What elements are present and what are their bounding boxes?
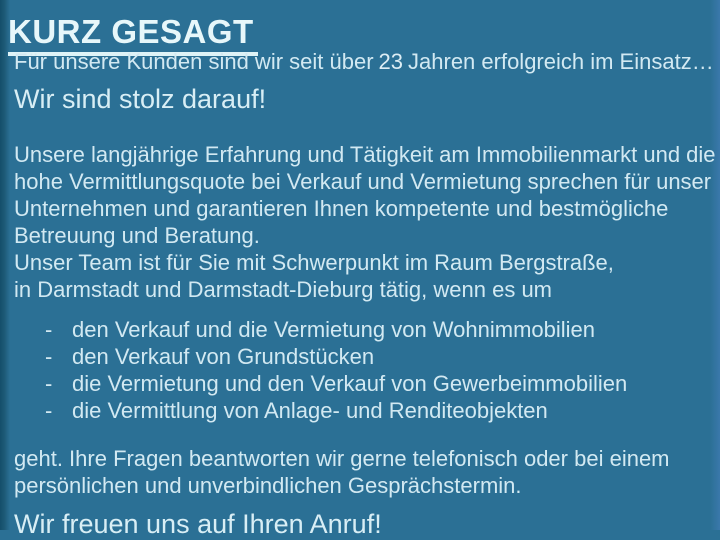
paragraph-line: Unser Team ist für Sie mit Schwerpunkt im Raum Bergstraße,	[14, 250, 614, 275]
experience-paragraph	[14, 141, 716, 303]
list-item-dash: -	[45, 371, 53, 396]
intro-line	[14, 48, 714, 75]
intro-prefix: Für unsere Kunden sind wir seit über	[14, 49, 374, 74]
list-item-dash: -	[45, 317, 53, 342]
list-item-text: die Vermietung und den Verkauf von Gewerbeimmobilien	[72, 371, 628, 396]
paragraph-line: Betreuung und Beratung.	[14, 223, 260, 248]
intro-suffix: Jahren erfolgreich im Einsatz…	[408, 49, 714, 74]
list-item	[0, 343, 720, 370]
closing-line: persönlichen und unverbindlichen Gesprächstermin.	[14, 473, 522, 498]
page-title-text: KURZ GESAGT	[8, 12, 258, 56]
list-item-dash: -	[45, 344, 53, 369]
proud-statement: Wir sind stolz darauf!	[14, 84, 267, 114]
years-count: 23	[378, 49, 404, 74]
service-list	[0, 316, 720, 424]
closing-line: geht. Ihre Fragen beantworten wir gerne telefonisch oder bei einem	[14, 446, 670, 471]
closing-paragraph	[14, 445, 670, 499]
list-item	[0, 316, 720, 343]
list-item	[0, 397, 720, 424]
list-item	[0, 370, 720, 397]
list-item-text: die Vermittlung von Anlage- und Renditeobjekten	[72, 398, 548, 423]
paragraph-line: in Darmstadt und Darmstadt-Dieburg tätig, wenn es um	[14, 277, 553, 302]
left-edge-decoration	[0, 0, 10, 530]
paragraph-line: Unsere langjährige Erfahrung und Tätigkeit am Immobilienmarkt und die	[14, 142, 716, 167]
list-item-dash: -	[45, 398, 53, 423]
paragraph-line: Unternehmen und garantieren Ihnen kompetente und bestmögliche	[14, 196, 669, 221]
list-item-text: den Verkauf von Grundstücken	[72, 344, 375, 369]
call-to-action: Wir freuen uns auf Ihren Anruf!	[14, 509, 382, 539]
list-item-text: den Verkauf und die Vermietung von Wohnimmobilien	[72, 317, 596, 342]
paragraph-line: hohe Vermittlungsquote bei Verkauf und Vermietung sprechen für unser	[14, 169, 712, 194]
